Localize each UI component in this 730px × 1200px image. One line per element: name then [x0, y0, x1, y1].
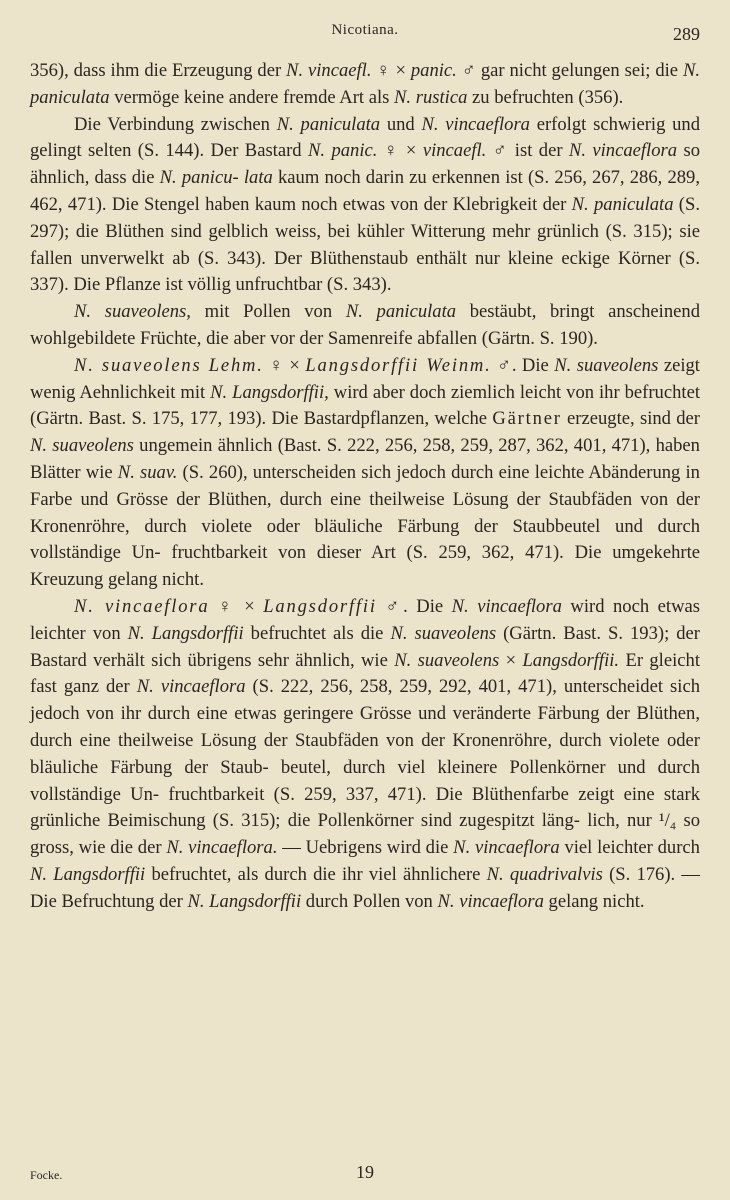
text-run: wird noch etwas leichter von	[30, 595, 700, 644]
text-run: nicht gelungen sei; die	[509, 60, 683, 81]
text-run: Art als	[339, 86, 395, 108]
text-run: vincaefl.	[422, 140, 487, 162]
text-run: theilweise Lösung der Staubfäden von der Kronenröhre, durch violete	[30, 488, 700, 537]
text-run: haben Blätter wie	[30, 435, 700, 483]
text-run: beutel, durch viel kleinere Pollenkörner und durch vollständige Un-	[30, 756, 700, 805]
text-run: N. Langsdorffii	[187, 890, 302, 912]
paragraph	[30, 353, 700, 594]
text-run: N. vincaeflora	[451, 595, 562, 617]
text-run: Pflanze ist völlig unfruchtbar (S. 343).	[104, 274, 392, 296]
text-run: N. paniculata	[30, 60, 700, 108]
text-run: von der Kronenröhre, durch violete oder bläuliche Färbung der Staub-	[30, 729, 700, 778]
text-run: fruchtbarkeit von dieser Art (S. 259, 362, 471). Die umgekehrte	[171, 542, 700, 564]
text-run: N. paniculata	[276, 113, 381, 135]
text-run: Gärtner	[492, 408, 562, 430]
page-footer	[30, 1162, 700, 1186]
text-run: oder bläuliche Färbung der Staubbeutel und durch vollständige Un-	[30, 515, 701, 564]
text-run: (S. 260), unterscheiden sich jedoch durch	[177, 461, 494, 483]
text-run: mit Pollen von	[190, 301, 346, 323]
text-run: durch die ihr viel ähnlichere	[264, 863, 487, 885]
text-run: eine leichte Abänderung in Farbe und Grösse der Blüthen, durch eine	[30, 461, 700, 510]
text-run: Witterung mehr grünlich (S. 315); sie fallen unverwelkt ab (S. 343).	[30, 220, 700, 269]
text-run: ♂ gar	[456, 60, 505, 81]
text-run: 356), dass ihm die Erzeugung der	[30, 60, 287, 81]
text-run: zeigt wenig Aehnlichkeit mit	[30, 354, 700, 403]
text-run: N. paniculata	[345, 301, 457, 323]
text-run: schwierig und gelingt selten (S. 144). Der Bastard	[30, 113, 701, 162]
text-run: N. suav.	[117, 461, 178, 483]
text-run: N. Langsdorffii	[30, 863, 146, 885]
text-run: N. Langsdorffii,	[210, 381, 329, 403]
text-run: und	[380, 113, 422, 135]
text-run: N. paniculata	[571, 193, 674, 215]
running-head: Nicotiana.	[331, 22, 399, 38]
text-run: (Gärtn. Bast. S. 193); der Bastard verhält sich übrigens	[30, 622, 700, 671]
text-run: Er gleicht fast ganz	[30, 649, 700, 698]
text-run: zu befruchten (356).	[467, 86, 624, 108]
text-run: N. vincaeflora	[421, 113, 530, 135]
page-header	[30, 22, 700, 50]
text-run: N. vincaeflora	[453, 837, 560, 859]
text-run: (S. 297); die Blüthen sind gelblich weiss, bei kühler	[30, 193, 700, 242]
text-run: N. suaveolens	[394, 649, 500, 671]
paragraph	[30, 299, 700, 353]
text-run: der	[106, 676, 137, 698]
text-run: panic.	[410, 60, 457, 81]
text-run: ♀ ×	[263, 354, 306, 376]
text-run: N. vincaeflora.	[166, 837, 278, 859]
text-run: 471). Die Stengel haben kaum noch etwas von der Klebrigkeit der	[67, 193, 567, 215]
text-run: ♀	[377, 140, 400, 162]
text-run: ♂ ist der	[486, 140, 569, 162]
text-run: Die Bastardpflanzen, welche	[271, 408, 493, 430]
text-run: wird aber	[328, 381, 405, 403]
text-run: doch ziemlich leicht von ihr befruchtet (Gärtn. Bast. S. 175, 177, 193).	[30, 381, 700, 430]
page-number: 289	[673, 24, 700, 44]
text-run: N. vincaeflora	[136, 676, 246, 698]
text-run: N. suaveolens	[554, 354, 659, 376]
text-run: N. suaveolens Lehm.	[74, 354, 264, 376]
text-run: N. vincaeflora	[74, 595, 210, 617]
text-run: lata	[243, 167, 273, 189]
text-run: (S. 176). — Die Befruchtung	[30, 863, 700, 912]
text-run: ♀ ×	[371, 60, 411, 81]
text-run: — Uebrigens wird	[277, 837, 421, 859]
printer-signature: Focke.	[30, 1168, 63, 1182]
text-run: Langsdorffii.	[522, 649, 620, 671]
text-run: N. panic.	[308, 140, 378, 162]
body-text	[30, 58, 700, 916]
text-run: lich, nur ¹/₄ so gross, wie die der	[30, 810, 700, 859]
text-run: N. panicu-	[159, 167, 239, 189]
text-run: N. vincaefl.	[286, 60, 372, 81]
text-run: N. suaveolens,	[74, 301, 191, 323]
text-run: N. rustica	[394, 86, 468, 108]
text-run: Die Verbindung zwischen	[74, 113, 277, 135]
text-run: N. vincaeflora	[437, 890, 544, 912]
text-run: Langsdorffii Weinm.	[305, 354, 492, 376]
paragraph	[30, 58, 700, 112]
paragraph	[30, 594, 700, 916]
text-run: N.	[390, 622, 408, 644]
text-run: N. vincaeflora	[568, 140, 678, 162]
text-run: fruchtbarkeit (S. 259, 337, 471). Die Blüthenfarbe zeigt eine stark	[168, 783, 700, 805]
text-run: Der Blüthenstaub enthält nur kleine eckige Körner (S. 337). Die	[30, 247, 701, 296]
text-run: vermöge keine andere fremde	[109, 86, 336, 108]
text-run: ♂. Die	[376, 595, 452, 617]
text-run: der	[159, 890, 188, 912]
text-run: erzeugte, sind der	[561, 408, 701, 430]
paragraph	[30, 112, 700, 300]
text-run: befruchtet, als	[145, 863, 259, 885]
text-run: sehr ähnlich, wie	[257, 649, 395, 671]
text-run: gelang nicht.	[543, 890, 645, 912]
text-run: die	[425, 837, 454, 859]
text-run: sich jedoch von ihr durch eine etwas geringere Grösse und veränderte	[30, 676, 700, 725]
text-run: N. Langsdorffii	[127, 622, 244, 644]
text-run: N. quadrivalvis	[486, 863, 603, 885]
text-run: erfolgt	[529, 113, 587, 135]
text-run: ♀ ×	[209, 595, 264, 617]
text-run: grünliche Beimischung (S. 315); die Pollenkörner sind zugespitzt läng-	[30, 810, 580, 832]
text-run: (S. 222, 256, 258, 259, 292, 401, 471), unterscheidet	[245, 676, 664, 698]
text-run: ungemein ähnlich (Bast. S. 222, 256, 258, 259, 287, 362, 401, 471),	[139, 435, 651, 457]
text-run: (Gärtn. S. 190).	[481, 327, 598, 349]
text-run: befruchtet als die	[243, 622, 391, 644]
text-run: viel leichter durch	[559, 837, 700, 859]
text-run: Kreuzung gelang nicht.	[30, 569, 204, 591]
text-run: Langsdorffii	[263, 595, 377, 617]
text-run: durch Pollen von	[301, 890, 438, 912]
sheet-number: 19	[356, 1162, 374, 1182]
text-run: ×	[405, 140, 423, 162]
text-run: so ähnlich, dass die	[30, 140, 700, 189]
text-run: ♂. Die	[491, 354, 549, 376]
text-run: kaum noch darin zu erkennen ist (S. 256, 267, 286, 289, 462,	[30, 167, 701, 215]
text-run: suaveolens	[414, 622, 497, 644]
text-run: bestäubt, bringt	[456, 301, 595, 323]
text-run: ×	[499, 649, 523, 671]
text-run: Färbung der Blüthen, durch eine theilweise Lösung der Staubfäden	[30, 703, 701, 751]
text-run: N. suaveolens	[30, 435, 134, 457]
text-run: anscheinend wohlgebildete Früchte, die aber vor der Samenreife abfallen	[30, 301, 700, 349]
